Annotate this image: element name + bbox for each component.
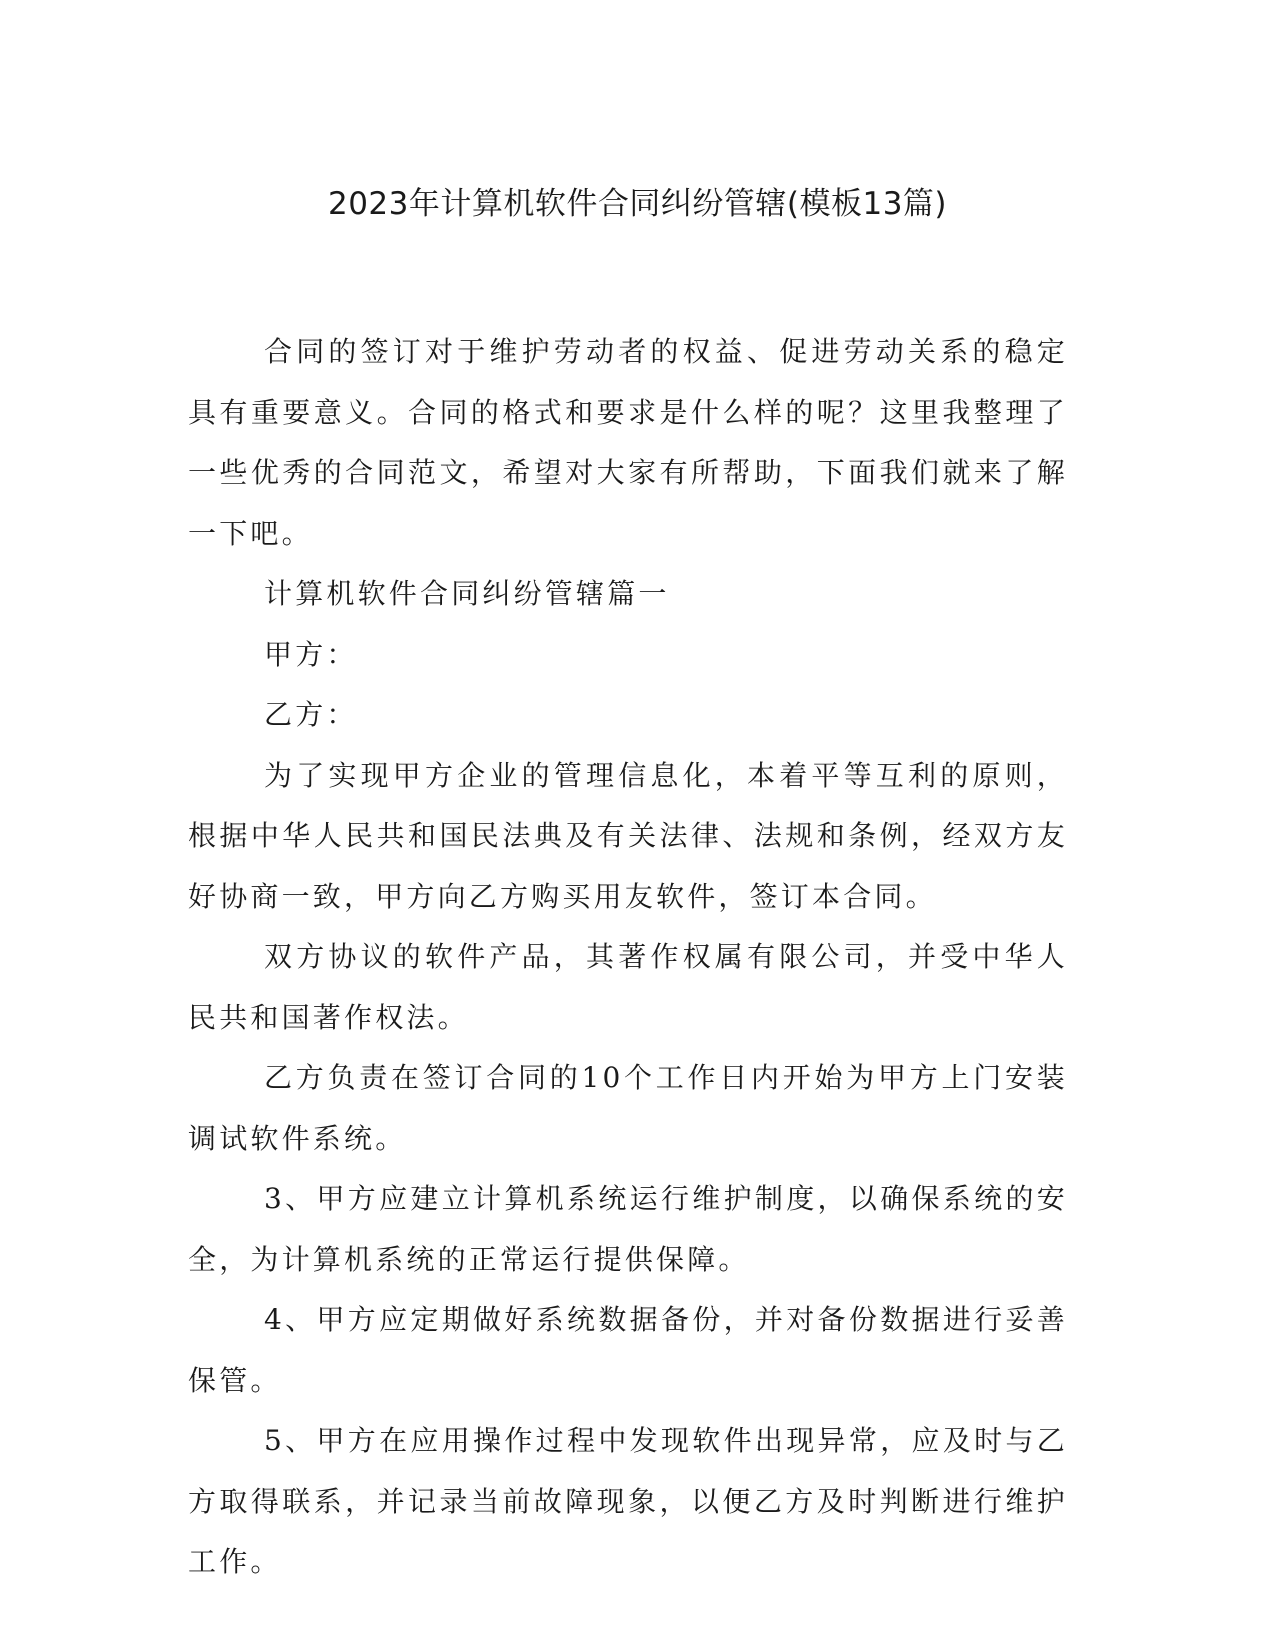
intro-paragraph: 合同的签订对于维护劳动者的权益、促进劳动关系的稳定具有重要意义。合同的格式和要求是什么样的呢？这里我整理了一些优秀的合同范文，希望对大家有所帮助，下面我们就来了解一下吧。 [188, 335, 1068, 550]
preamble-paragraph: 为了实现甲方企业的管理信息化，本着平等互利的原则，根据中华人民共和国民法典及有关法律、法规和条例，经双方友好协商一致，甲方向乙方购买用友软件，签订本合同。 [188, 758, 1068, 913]
section-heading: 计算机软件合同纠纷管辖篇一 [264, 577, 670, 610]
clause-5: 5、甲方在应用操作过程中发现软件出现异常，应及时与乙方取得联系，并记录当前故障现象，以便乙方及时判断进行维护工作。 [188, 1424, 1068, 1578]
party-b-line: 乙方： [264, 698, 358, 731]
clause-3: 3、甲方应建立计算机系统运行维护制度，以确保系统的安全，为计算机系统的正常运行提供保障。 [188, 1182, 1068, 1276]
document-body [188, 322, 1068, 1593]
installation-paragraph: 乙方负责在签订合同的10个工作日内开始为甲方上门安装调试软件系统。 [188, 1061, 1068, 1155]
clause-4: 4、甲方应定期做好系统数据备份，并对备份数据进行妥善保管。 [188, 1303, 1068, 1397]
copyright-paragraph: 双方协议的软件产品，其著作权属有限公司，并受中华人民共和国著作权法。 [188, 940, 1068, 1034]
document-title: 2023年计算机软件合同纠纷管辖(模板13篇) [327, 186, 948, 222]
party-a-line: 甲方： [264, 637, 358, 671]
